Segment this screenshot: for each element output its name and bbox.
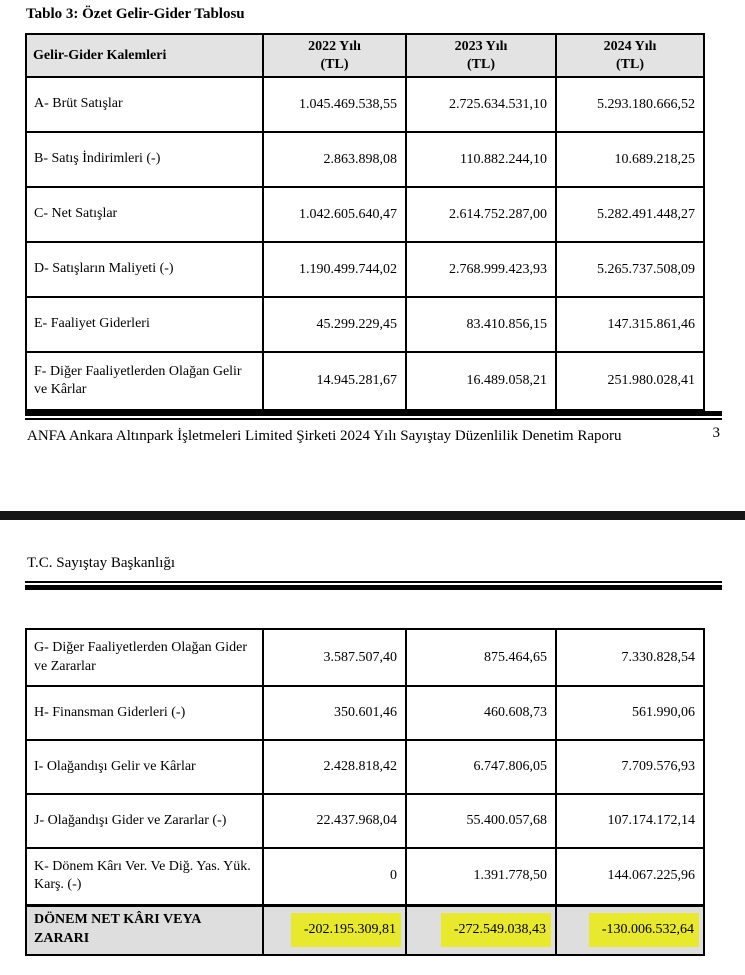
- table-row: [26, 187, 704, 242]
- value-2024: 561.990,06: [556, 686, 704, 740]
- value-2024: 7.709.576,93: [556, 740, 704, 794]
- highlighted-value: -272.549.038,43: [441, 913, 551, 947]
- value-2022: 1.042.605.640,47: [263, 187, 406, 242]
- year-label: 2022 Yılı: [308, 39, 361, 54]
- income-expense-table-part1: [25, 33, 705, 411]
- value-2024: 107.174.172,14: [556, 794, 704, 848]
- value-2024: 5.282.491.448,27: [556, 187, 704, 242]
- table-row: [26, 297, 704, 352]
- table-header-row: [26, 34, 704, 77]
- page-number: 3: [712, 425, 720, 441]
- table-row: [26, 848, 704, 905]
- row-label: DÖNEM NET KÂRI VEYA ZARARI: [26, 905, 263, 955]
- value-2023: 110.882.244,10: [406, 132, 556, 187]
- year-label: 2023 Yılı: [454, 39, 508, 54]
- value-2023: 2.768.999.423,93: [406, 242, 556, 297]
- unit-label: (TL): [320, 56, 349, 72]
- column-header-2023: [406, 34, 556, 77]
- income-expense-table-part2: [25, 628, 705, 956]
- column-header-2022: [263, 34, 406, 77]
- value-2024: 144.067.225,96: [556, 848, 704, 905]
- value-2022: 1.045.469.538,55: [263, 77, 406, 132]
- value-2024: [556, 905, 704, 955]
- year-label: 2024 Yılı: [603, 39, 657, 54]
- value-2023: 55.400.057,68: [406, 794, 556, 848]
- net-profit-loss-row: [26, 905, 704, 955]
- value-2023: 2.725.634.531,10: [406, 77, 556, 132]
- value-2022: 14.945.281,67: [263, 352, 406, 410]
- table-row: [26, 242, 704, 297]
- row-label: A- Brüt Satışlar: [26, 77, 263, 132]
- value-2023: [406, 905, 556, 955]
- column-header-items: Gelir-Gider Kalemleri: [26, 34, 263, 77]
- page-footer-text: ANFA Ankara Altınpark İşletmeleri Limited Şirketi 2024 Yılı Sayıştay Düzenlilik Denetim Raporu: [27, 428, 622, 444]
- highlighted-value: -130.006.532,64: [589, 913, 699, 947]
- table-row: [26, 629, 704, 686]
- value-2023: 6.747.806,05: [406, 740, 556, 794]
- row-label: C- Net Satışlar: [26, 187, 263, 242]
- value-2023: 460.608,73: [406, 686, 556, 740]
- running-header: T.C. Sayıştay Başkanlığı: [27, 555, 176, 571]
- value-2022: 1.190.499.744,02: [263, 242, 406, 297]
- value-2022: 2.863.898,08: [263, 132, 406, 187]
- highlighted-value: -202.195.309,81: [291, 913, 401, 947]
- row-label: K- Dönem Kârı Ver. Ve Diğ. Yas. Yük. Karş. (-): [26, 848, 263, 905]
- page-break-divider: [0, 511, 745, 520]
- value-2024: 147.315.861,46: [556, 297, 704, 352]
- row-label: E- Faaliyet Giderleri: [26, 297, 263, 352]
- row-label: H- Finansman Giderleri (-): [26, 686, 263, 740]
- value-2024: 5.265.737.508,09: [556, 242, 704, 297]
- value-2022: 350.601,46: [263, 686, 406, 740]
- unit-label: (TL): [467, 56, 495, 72]
- row-label: G- Diğer Faaliyetlerden Olağan Gider ve Zararlar: [26, 629, 263, 686]
- table-row: [26, 352, 704, 410]
- table-row: [26, 794, 704, 848]
- row-label: D- Satışların Maliyeti (-): [26, 242, 263, 297]
- value-2022: 3.587.507,40: [263, 629, 406, 686]
- value-2022: 22.437.968,04: [263, 794, 406, 848]
- table-row: [26, 740, 704, 794]
- value-2024: 5.293.180.666,52: [556, 77, 704, 132]
- table-row: [26, 686, 704, 740]
- value-2024: 7.330.828,54: [556, 629, 704, 686]
- value-2022: 2.428.818,42: [263, 740, 406, 794]
- footer-separator-rule: [25, 411, 722, 420]
- row-label: B- Satış İndirimleri (-): [26, 132, 263, 187]
- row-label: J- Olağandışı Gider ve Zararlar (-): [26, 794, 263, 848]
- value-2023: 16.489.058,21: [406, 352, 556, 410]
- table-row: [26, 132, 704, 187]
- value-2023: 1.391.778,50: [406, 848, 556, 905]
- row-label: I- Olağandışı Gelir ve Kârlar: [26, 740, 263, 794]
- column-header-2024: [556, 34, 704, 77]
- row-label: F- Diğer Faaliyetlerden Olağan Gelir ve Kârlar: [26, 352, 263, 410]
- table-title: Tablo 3: Özet Gelir-Gider Tablosu: [26, 6, 245, 22]
- value-2022: 45.299.229,45: [263, 297, 406, 352]
- header-separator-rule: [25, 581, 722, 590]
- table-row: [26, 77, 704, 132]
- value-2023: 2.614.752.287,00: [406, 187, 556, 242]
- value-2024: 10.689.218,25: [556, 132, 704, 187]
- value-2023: 875.464,65: [406, 629, 556, 686]
- value-2022: [263, 905, 406, 955]
- value-2023: 83.410.856,15: [406, 297, 556, 352]
- value-2022: 0: [263, 848, 406, 905]
- unit-label: (TL): [616, 56, 644, 72]
- value-2024: 251.980.028,41: [556, 352, 704, 410]
